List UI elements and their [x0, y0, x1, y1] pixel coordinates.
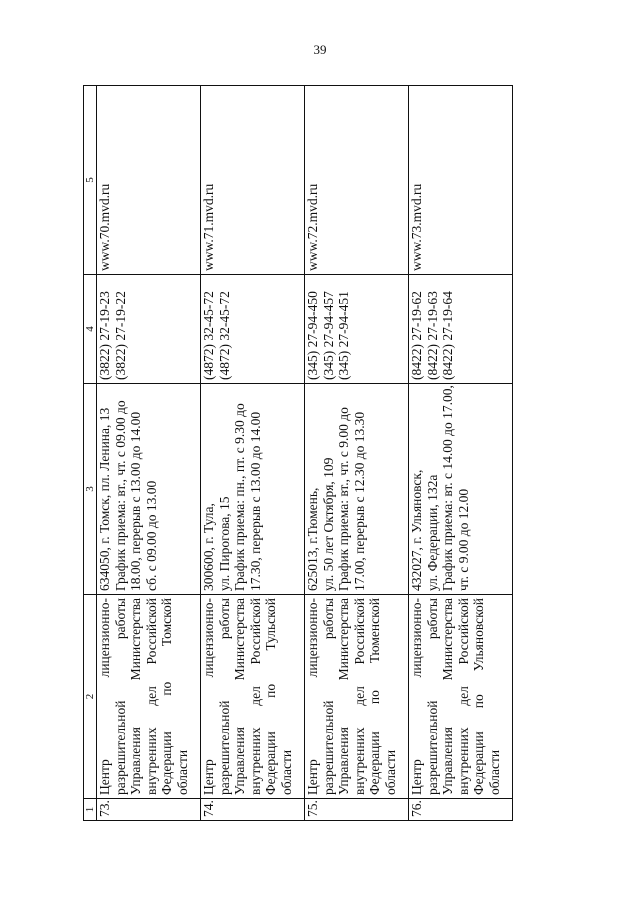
organization-name-word: Томской [159, 598, 175, 647]
header-col-3: 3 [84, 384, 97, 595]
licensing-centers-table [83, 85, 513, 821]
header-col-4: 4 [84, 275, 97, 384]
organization-name-line [352, 598, 368, 795]
organization-name-line [440, 598, 456, 795]
rotated-page-content [83, 86, 500, 821]
organization-name-line [456, 598, 472, 795]
website-url: www.73.mvd.ru [409, 183, 424, 271]
phone-number: (345) 27-94-450 [305, 291, 320, 380]
address-line: График приема: вт. с 14.00 до 17.00, [440, 385, 456, 591]
address-line: 17.00, перерыв с 12.30 до 13.30 [351, 411, 367, 591]
address-line: 432027, г. Ульяновск, [409, 469, 424, 591]
organization-name-word: Министерства [232, 598, 248, 681]
organization-name-word: лицензионно- [305, 598, 320, 678]
address-schedule-cell [409, 384, 513, 595]
header-col-1: 1 [84, 799, 97, 821]
phone-number: (4872) 32-45-72 [201, 291, 216, 380]
organization-name-cell [305, 595, 409, 799]
organization-name-word: по [471, 694, 487, 709]
organization-name-word: Федерации [367, 731, 383, 795]
organization-name-word: Тюменской [367, 598, 383, 664]
website-cell [201, 86, 305, 275]
phones-cell [97, 275, 201, 384]
header-col-2: 2 [84, 595, 97, 799]
organization-name-word: работы [320, 598, 336, 640]
organization-name-word: Центр [97, 759, 112, 795]
organization-name-word: Управления [128, 727, 144, 795]
organization-name-line [263, 598, 279, 795]
organization-name-word: Центр [201, 759, 216, 795]
organization-name-word: лицензионно- [201, 598, 216, 678]
address-line: 300600, г. Тула, [201, 503, 216, 591]
website-cell [409, 86, 513, 275]
address-line: ул. Пирогова, 15 [216, 496, 232, 591]
organization-name-line [128, 598, 144, 795]
address-schedule-cell [305, 384, 409, 595]
phones-cell [305, 275, 409, 384]
website-url: www.70.mvd.ru [97, 183, 112, 271]
address-line: 18.00, перерыв с 13.00 до 14.00 [128, 411, 144, 591]
organization-name-cell [409, 595, 513, 799]
organization-name-word: Министерства [336, 598, 352, 681]
organization-name-line [232, 598, 248, 795]
organization-name-word: Министерства [128, 598, 144, 681]
organization-name-line [159, 598, 175, 795]
organization-name-word: внутренних [143, 727, 159, 795]
organization-name-word: Управления [336, 727, 352, 795]
organization-name-word: Федерации [159, 731, 175, 795]
organization-name-line [201, 598, 217, 795]
address-line: чт. с 9.00 до 12.00 [455, 488, 471, 591]
organization-name-line [367, 598, 383, 795]
table-body [84, 86, 513, 821]
phones-cell [201, 275, 305, 384]
phones-cell [409, 275, 513, 384]
table-header-row [84, 86, 97, 821]
organization-name-word: Российской [143, 598, 159, 665]
phone-number: (8422) 27-19-64 [440, 291, 456, 380]
organization-name-word: дел [247, 686, 263, 706]
organization-name-word: лицензионно- [97, 598, 112, 678]
address-schedule-cell [97, 384, 201, 595]
address-line: 625013, г.Тюмень, [305, 487, 320, 591]
organization-name-cell [97, 595, 201, 799]
organization-name-word: разрешительной [320, 700, 336, 795]
organization-name-word: Федерации [263, 731, 279, 795]
phone-number: (8422) 27-19-63 [424, 291, 440, 380]
organization-name-word: Управления [232, 727, 248, 795]
phone-number: (8422) 27-19-62 [409, 291, 424, 380]
organization-name-word: работы [424, 598, 440, 640]
table-row [409, 86, 513, 821]
organization-name-word: области [174, 749, 190, 795]
organization-name-line [471, 598, 487, 795]
phone-number: (345) 27-94-451 [336, 291, 352, 380]
address-line: График приема: вт., чт. с 09.00 до [112, 400, 128, 591]
organization-name-word: Центр [409, 759, 424, 795]
header-col-5: 5 [84, 86, 97, 275]
organization-name-word: Российской [351, 598, 367, 665]
organization-name-word: Ульяновской [471, 598, 487, 672]
organization-name-word: Управления [440, 727, 456, 795]
organization-name-word: разрешительной [112, 700, 128, 795]
address-schedule-cell [201, 384, 305, 595]
row-number-cell: 74. [201, 799, 305, 821]
organization-name-word: лицензионно- [409, 598, 424, 678]
organization-name-word: Федерации [471, 731, 487, 795]
organization-name-line [248, 598, 264, 795]
organization-name-line [336, 598, 352, 795]
organization-name-line [425, 598, 441, 795]
row-number-cell: 76. [409, 799, 513, 821]
website-cell [305, 86, 409, 275]
organization-name-word: дел [351, 686, 367, 706]
organization-name-word: работы [112, 598, 128, 640]
organization-name-line [217, 598, 233, 795]
row-number-cell: 75. [305, 799, 409, 821]
organization-name-word: Российской [455, 598, 471, 665]
organization-name-word: внутренних [351, 727, 367, 795]
website-url: www.71.mvd.ru [201, 183, 216, 271]
organization-name-word: разрешительной [216, 700, 232, 795]
organization-name-line [97, 598, 113, 795]
phone-number: (4872) 32-45-72 [216, 291, 232, 380]
organization-name-word: по [367, 690, 383, 705]
organization-name-line [487, 598, 503, 795]
organization-name-word: области [278, 749, 294, 795]
organization-name-line [383, 598, 399, 795]
organization-name-word: внутренних [247, 727, 263, 795]
organization-name-word: по [263, 683, 279, 698]
organization-name-line [321, 598, 337, 795]
phone-number: (345) 27-94-457 [320, 291, 336, 380]
organization-name-word: разрешительной [424, 700, 440, 795]
address-line: 17.30, перерыв с 13.00 до 14.00 [247, 411, 263, 591]
phone-number: (3822) 27-19-23 [97, 291, 112, 380]
organization-name-word: области [382, 749, 398, 795]
organization-name-word: Министерства [440, 598, 456, 681]
rotated-table-container [83, 86, 500, 821]
organization-name-word: Российской [247, 598, 263, 665]
organization-name-line [144, 598, 160, 795]
table-row [305, 86, 409, 821]
address-line: 634050, г. Томск, пл. Ленина, 13 [97, 407, 112, 591]
table-row [97, 86, 201, 821]
organization-name-word: по [159, 681, 175, 696]
organization-name-word: внутренних [455, 727, 471, 795]
organization-name-word: дел [143, 686, 159, 706]
organization-name-word: дел [455, 686, 471, 706]
phone-number: (3822) 27-19-22 [112, 291, 128, 380]
organization-name-word: Центр [305, 759, 320, 795]
organization-name-word: работы [216, 598, 232, 640]
organization-name-line [305, 598, 321, 795]
organization-name-line [409, 598, 425, 795]
organization-name-word: области [486, 749, 502, 795]
organization-name-cell [201, 595, 305, 799]
address-line: сб. с 09.00 до 13.00 [143, 480, 159, 591]
organization-name-line [113, 598, 129, 795]
website-url: www.72.mvd.ru [305, 183, 320, 271]
address-line: График приема: вт., чт. с 9.00 до [336, 407, 352, 591]
address-line: ул. Федерации, 132а [424, 474, 440, 591]
page-number: 39 [313, 42, 327, 57]
address-line: График приема: пн., пт. с 9.30 до [232, 403, 248, 591]
organization-name-word: Тульской [263, 598, 279, 651]
table-row [201, 86, 305, 821]
organization-name-line [175, 598, 191, 795]
address-line: ул. 50 лет Октября, 109 [320, 457, 336, 591]
row-number-cell: 73. [97, 799, 201, 821]
organization-name-line [279, 598, 295, 795]
website-cell [97, 86, 201, 275]
